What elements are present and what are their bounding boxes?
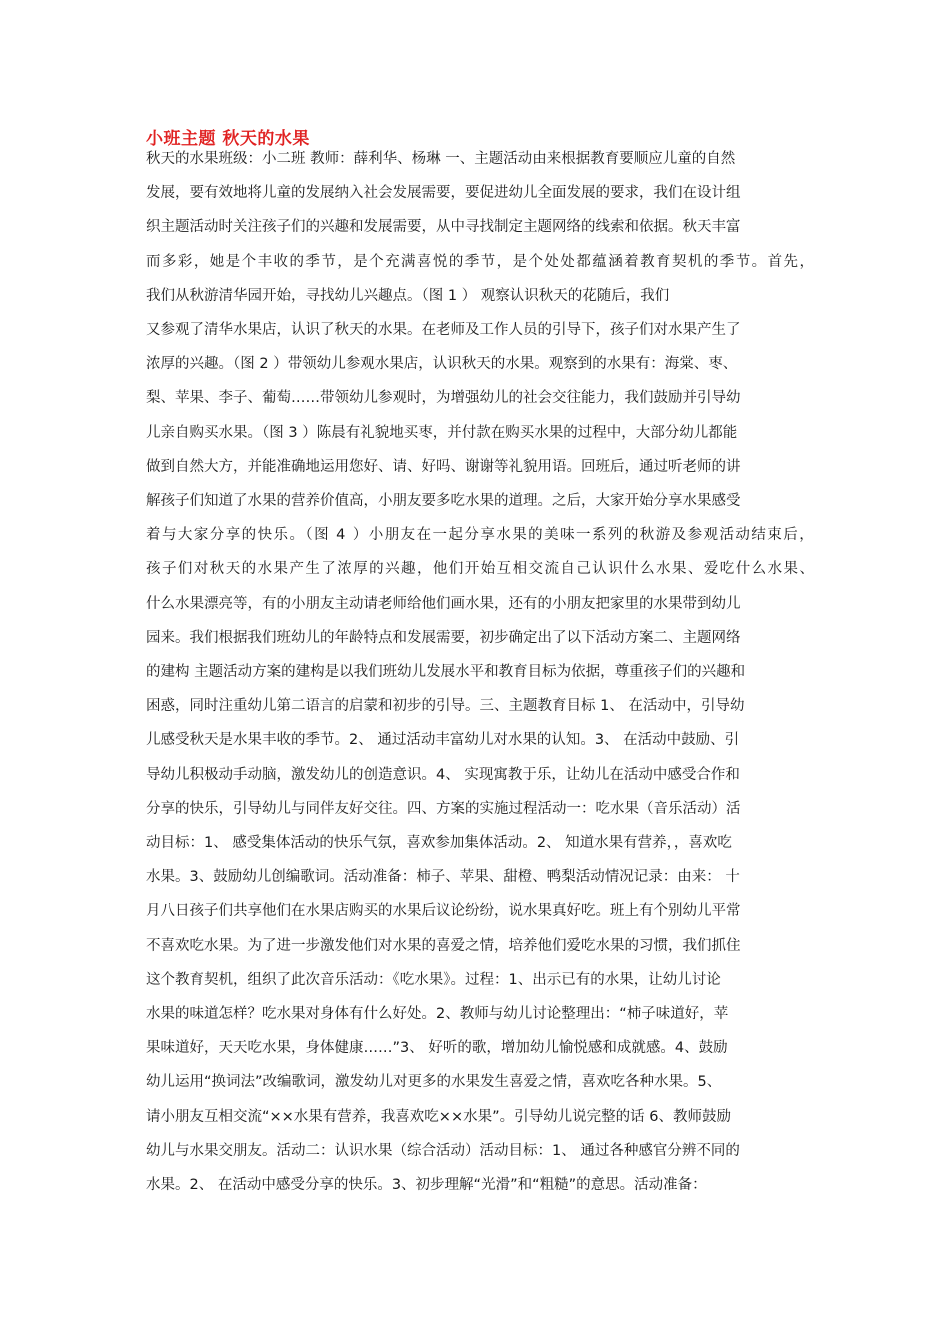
body-line: 分享的快乐，引导幼儿与同伴友好交往。四、方案的实施过程活动一：吃水果（音乐活动）活 <box>146 800 741 817</box>
body-line: 水果。3、鼓励幼儿创编歌词。活动准备：柿子、苹果、甜橙、鸭梨活动情况记录：由来： 十 <box>146 869 740 886</box>
body-line: 月八日孩子们共享他们在水果店购买的水果后议论纷纷，说水果真好吃。班上有个别幼儿平常 <box>146 903 741 920</box>
body-line: 儿亲自购买水果。（图 3 ）陈晨有礼貌地买枣，并付款在购买水果的过程中，大部分幼儿都能 <box>146 424 738 441</box>
body-line: 果味道好，天天吃水果，身体健康……”3、 好听的歌，增加幼儿愉悦感和成就感。4、鼓励 <box>146 1040 728 1057</box>
body-line: 园来。我们根据我们班幼儿的年龄特点和发展需要，初步确定出了以下活动方案二、主题网络 <box>146 629 741 646</box>
body-line: 幼儿运用“换词法”改编歌词，激发幼儿对更多的水果发生喜爱之情，喜欢吃各种水果。5、 <box>146 1074 722 1091</box>
body-line: 梨、苹果、李子、葡萄……带领幼儿参观时，为增强幼儿的社会交往能力，我们鼓励并引导幼 <box>146 390 741 407</box>
body-line: 困惑，同时注重幼儿第二语言的启蒙和初步的引导。三、主题教育目标 1、 在活动中，引导幼 <box>146 698 745 715</box>
body-line: 请小朋友互相交流“××水果有营养，我喜欢吃××水果”。引导幼儿说完整的话 6、教师鼓励 <box>146 1108 731 1125</box>
body-line: 解孩子们知道了水果的营养价值高，小朋友要多吃水果的道理。之后，大家开始分享水果感受 <box>146 493 741 509</box>
body-line: 什么水果漂亮等，有的小朋友主动请老师给他们画水果，还有的小朋友把家里的水果带到幼儿 <box>146 595 741 612</box>
body-line: 浓厚的兴趣。（图 2 ）带领幼儿参观水果店，认识秋天的水果。观察到的水果有：海棠、枣、 <box>146 356 738 373</box>
body-line: 水果的味道怎样？吃水果对身体有什么好处。2、教师与幼儿讨论整理出：“柿子味道好，苹 <box>146 1006 729 1022</box>
document-title: 小班主题 秋天的水果 <box>146 129 310 149</box>
body-line: 又参观了清华水果店，认识了秋天的水果。在老师及工作人员的引导下，孩子们对水果产生了 <box>146 322 741 338</box>
body-line: 导幼儿积极动手动脑，激发幼儿的创造意识。4、 实现寓教于乐，让幼儿在活动中感受合作和 <box>146 766 740 783</box>
body-line: 织主题活动时关注孩子们的兴趣和发展需要，从中寻找制定主题网络的线索和依据。秋天丰富 <box>146 219 741 236</box>
body-line: 发展，要有效地将儿童的发展纳入社会发展需要，要促进幼儿全面发展的要求，我们在设计组 <box>146 185 741 202</box>
body-line: 这个教育契机，组织了此次音乐活动：《吃水果》。过程：1、出示已有的水果，让幼儿讨论 <box>146 971 721 988</box>
body-line: 做到自然大方，并能准确地运用您好、请、好吗、谢谢等礼貌用语。回班后，通过听老师的讲 <box>146 458 741 475</box>
body-line: 水果。2、 在活动中感受分享的快乐。3、初步理解“光滑”和“粗糙”的意思。活动准备： <box>146 1177 707 1193</box>
body-line: 幼儿与水果交朋友。活动二：认识水果（综合活动）活动目标：1、 通过各种感官分辨不同的 <box>146 1142 740 1159</box>
body-line: 的建构 主题活动方案的建构是以我们班幼儿发展水平和教育目标为依据，尊重孩子们的兴趣和 <box>146 664 746 680</box>
body-line: 孩子们对秋天的水果产生了浓厚的兴趣，他们开始互相交流自己认识什么水果、爱吃什么水果、 <box>146 561 816 578</box>
body-line: 而多彩，她是个丰收的季节，是个充满喜悦的季节，是个处处都蕴涵着教育契机的季节。首先， <box>146 253 816 270</box>
body-line: 秋天的水果班级：小二班 教师：薛利华、杨琳 一、主题活动由来根据教育要顺应儿童的自然 <box>146 151 736 167</box>
body-line: 动目标：1、 感受集体活动的快乐气氛，喜欢参加集体活动。2、 知道水果有营养，，喜欢吃 <box>146 835 732 851</box>
body-line: 我们从秋游清华园开始，寻找幼儿兴趣点。（图 1 ） 观察认识秋天的花随后，我们 <box>146 287 670 304</box>
body-line: 不喜欢吃水果。为了进一步激发他们对水果的喜爱之情，培养他们爱吃水果的习惯，我们抓住 <box>146 937 741 954</box>
body-line: 着与大家分享的快乐。（图 4 ）小朋友在一起分享水果的美味一系列的秋游及参观活动结束后， <box>146 527 816 544</box>
body-line: 儿感受秋天是水果丰收的季节。2、 通过活动丰富幼儿对水果的认知。3、 在活动中鼓励、引 <box>146 732 740 749</box>
